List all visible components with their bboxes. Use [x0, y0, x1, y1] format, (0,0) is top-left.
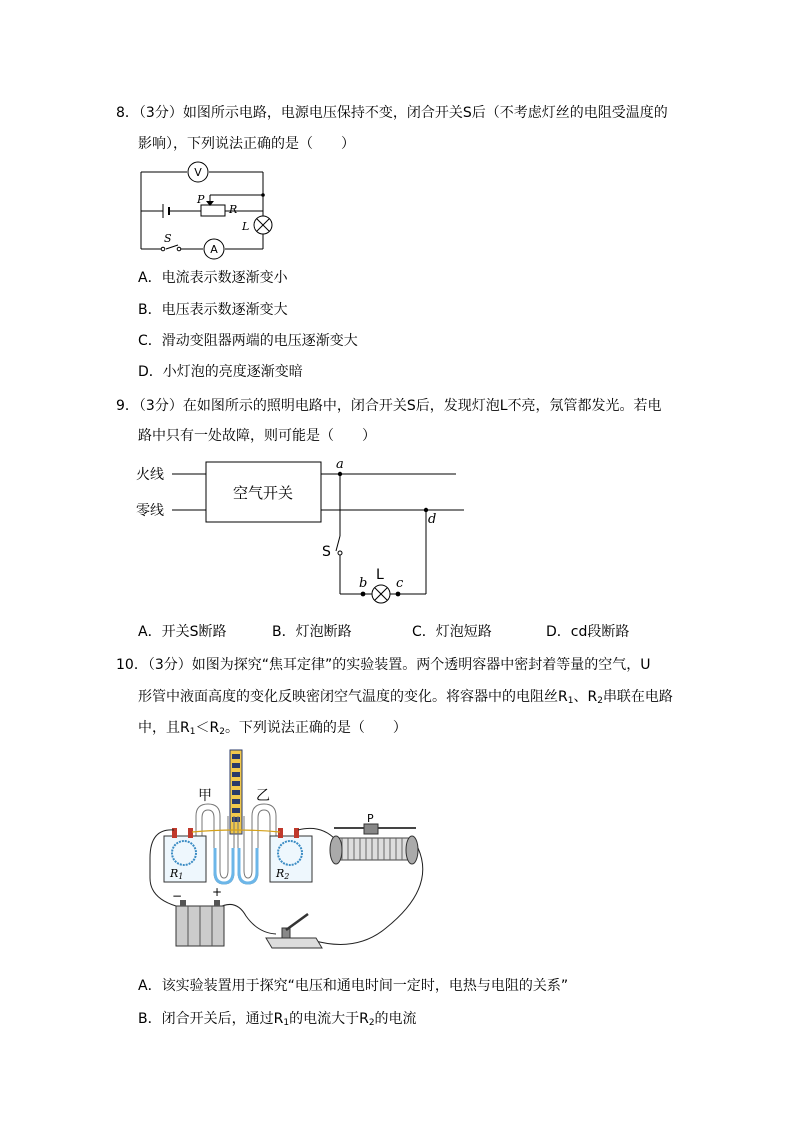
lamp-l-icon — [254, 216, 272, 234]
q9-stem-line1: 9．（3分）在如图所示的照明电路中，闭合开关S后，发现灯泡L不亮，氖管都发光。若电 — [116, 398, 662, 414]
q10-option-a: A．该实验装置用于探究“电压和通电时间一定时，电热与电阻的关系” — [138, 978, 569, 994]
q8-option-d: D．小灯泡的亮度逐渐变暗 — [138, 364, 303, 380]
breaker-label: 空气开关 — [232, 484, 294, 502]
switch-contact-left — [161, 247, 165, 251]
point-a-label: a — [336, 457, 344, 472]
q8-circuit-diagram — [138, 160, 288, 260]
q9-lighting-circuit — [136, 456, 476, 606]
battery-minus-label: − — [172, 889, 183, 903]
q8-stem-line2: 影响），下列说法正确的是（ ） — [138, 136, 355, 152]
q10-stem-line3: 中，且$R_1<R_2$。下列说法正确的是（ ） — [138, 720, 407, 737]
q9-option-a: A．开关S断路 — [138, 624, 227, 640]
q10-option-b: B．闭合开关后，通过$R_1$的电流大于$R_2$的电流 — [138, 1011, 417, 1028]
slider-p-label: P — [367, 812, 374, 825]
point-b-label: b — [359, 576, 368, 591]
rheostat-icon — [330, 824, 418, 864]
q9-option-d: D．cd段断路 — [546, 624, 630, 640]
live-wire-label: 火线 — [136, 467, 164, 483]
q9-option-c: C．灯泡短路 — [412, 624, 492, 640]
q10-stem-line1: 10．（3分）如图为探究“焦耳定律”的实验装置。两个透明容器中密封着等量的空气，U — [116, 657, 651, 673]
lamp-icon — [372, 585, 390, 603]
point-c-label: c — [396, 576, 404, 591]
resistor-r-symbol — [201, 205, 225, 216]
point-d-label: d — [428, 512, 437, 527]
node-b-dot — [361, 592, 366, 597]
knife-switch-icon — [266, 914, 322, 948]
resistor-r-label: R — [229, 203, 238, 216]
left-label-jia: 甲 — [198, 788, 212, 804]
battery-icon — [176, 900, 224, 946]
q10-stem-line2: 形管中液面高度的变化反映密闭空气温度的变化。将容器中的电阻丝$R_1$、$R_2$串联在电路 — [138, 689, 673, 706]
switch-contact — [338, 551, 342, 555]
neutral-wire-label: 零线 — [136, 503, 164, 519]
node-a-dot — [338, 472, 342, 476]
lamp-l-label: L — [376, 567, 384, 583]
q10-joule-apparatus — [136, 748, 436, 963]
junction-dot — [261, 193, 265, 197]
voltmeter-label: V — [194, 166, 202, 179]
switch-contact-right — [177, 247, 181, 251]
slider-p-label: P — [197, 193, 205, 206]
q8-option-c: C．滑动变阻器两端的电压逐渐变大 — [138, 333, 358, 349]
r2-label: R2 — [276, 867, 290, 881]
q9-option-b: B．灯泡断路 — [272, 624, 352, 640]
switch-s-label: S — [322, 544, 331, 560]
q8-option-a: A．电流表示数逐渐变小 — [138, 270, 288, 286]
q8-stem-line1: 8．（3分）如图所示电路，电源电压保持不变，闭合开关S后（不考虑灯丝的电阻受温度的 — [116, 105, 668, 121]
q8-option-b: B．电压表示数逐渐变大 — [138, 302, 288, 318]
battery-plus-label: + — [212, 885, 223, 899]
r1-label: R1 — [170, 867, 184, 881]
q9-stem-line2: 路中只有一处故障，则可能是（ ） — [138, 428, 376, 444]
right-label-yi: 乙 — [256, 788, 270, 804]
switch-s-label: S — [164, 232, 172, 245]
lamp-l-label: L — [242, 220, 250, 233]
ruler-icon — [230, 750, 242, 834]
node-c-dot — [396, 592, 401, 597]
ammeter-label: A — [210, 243, 218, 256]
